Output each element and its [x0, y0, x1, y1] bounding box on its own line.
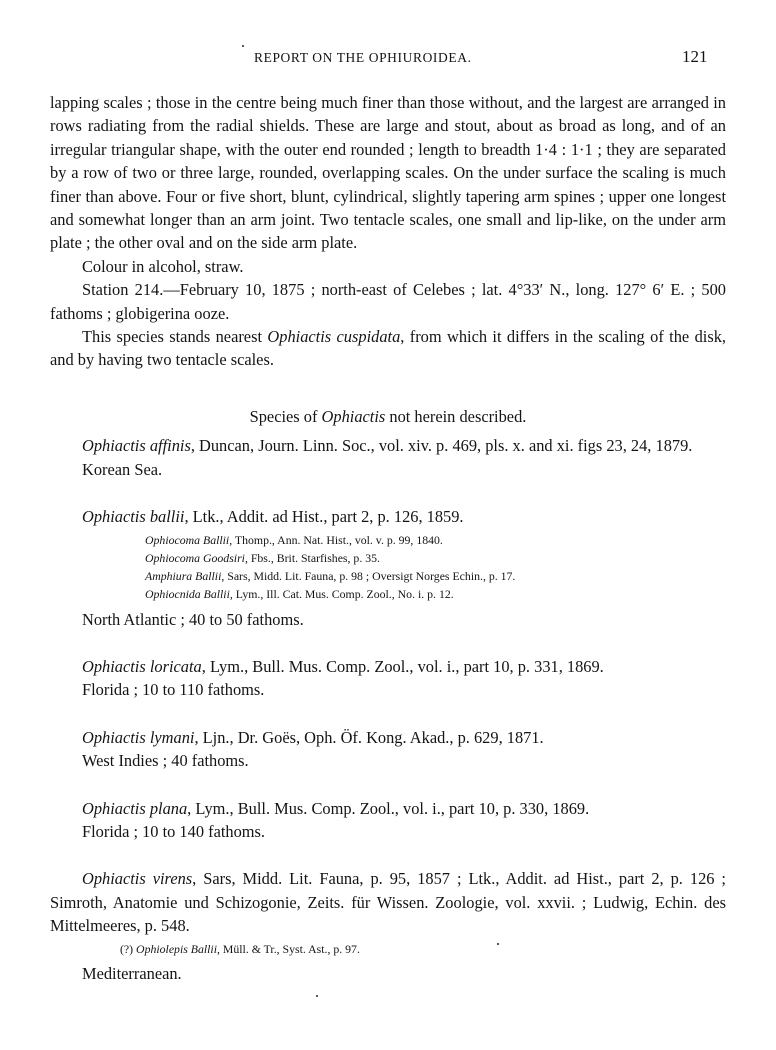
heading-text: not herein described.	[385, 406, 527, 426]
synonym-name: Ophiocoma Ballii	[145, 532, 230, 547]
running-title: REPORT ON THE OPHIUROIDEA.	[254, 50, 472, 65]
citation-text: , Lym., Bull. Mus. Comp. Zool., vol. i., part 10, p. 330, 1869.	[187, 798, 590, 818]
station-record: Station 214.—February 10, 1875 ; north-east of Celebes ; lat. 4°33′ N., long. 127° 6′ E. ; 500 fathoms ; globigerina ooze.	[50, 280, 726, 323]
questioned-synonym	[50, 940, 726, 958]
species-citation	[50, 434, 726, 457]
citation-text: , Duncan, Journ. Linn. Soc., vol. xiv. p. 469, pls. x. and xi. figs 23, 24, 1879.	[190, 436, 693, 456]
query-mark: (?)	[120, 941, 137, 956]
citation-text: , Sars, Midd. Lit. Fauna, p. 95, 1857 ; Ltk., Addit. ad Hist., part 2, p. 126 ; Simroth, Anatomie und Schizogonie, Zeits. für Wissen. Zoologie, vol. xxvii. ; Ludwig, Echin. des Mittelmeeres, p. 548.	[50, 869, 726, 936]
page-number: 121	[682, 47, 708, 66]
citation-text: , Ltk., Addit. ad Hist., part 2, p. 126, 1859.	[184, 507, 464, 527]
species-locality: West Indies ; 40 fathoms.	[82, 751, 249, 771]
species-citation	[50, 655, 726, 678]
synonym-ref: , Lym., Ill. Cat. Mus. Comp. Zool., No. i. p. 12.	[229, 586, 454, 601]
synonym-line	[145, 567, 726, 585]
affinity-note	[50, 325, 726, 372]
species-locality: Florida ; 10 to 110 fathoms.	[82, 680, 265, 700]
synonym-ref: , Müll. & Tr., Syst. Ast., p. 97.	[216, 941, 360, 956]
species-entry	[50, 434, 726, 481]
synonym-ref: , Fbs., Brit. Starfishes, p. 35.	[244, 550, 380, 565]
affinity-text: This species stands nearest	[82, 327, 268, 347]
citation-text: , Lym., Bull. Mus. Comp. Zool., vol. i., part 10, p. 331, 1869.	[201, 656, 604, 676]
synonym-ref: , Thomp., Ann. Nat. Hist., vol. v. p. 99, 1840.	[229, 532, 443, 547]
print-speck	[497, 943, 499, 945]
species-name: Ophiactis lymani	[82, 727, 195, 747]
page-body	[50, 91, 726, 985]
synonym-name: Ophiocnida Ballii	[145, 586, 230, 601]
species-citation	[50, 726, 726, 749]
species-name: Ophiactis ballii	[82, 507, 185, 527]
print-speck	[242, 45, 244, 47]
species-locality: Korean Sea.	[82, 459, 163, 479]
heading-text: Species of	[249, 406, 322, 426]
species-entry	[50, 655, 726, 702]
heading-genus: Ophiactis	[321, 406, 386, 426]
species-entry	[50, 797, 726, 844]
synonym-name: Ophiolepis Ballii	[136, 941, 217, 956]
species-entry	[50, 867, 726, 985]
synonym-line	[145, 549, 726, 567]
species-name: Ophiactis plana	[82, 798, 188, 818]
synonym-line	[145, 585, 726, 603]
species-citation	[50, 867, 726, 937]
species-entry	[50, 726, 726, 773]
section-heading	[50, 405, 726, 428]
synonym-ref: , Sars, Midd. Lit. Fauna, p. 98 ; Oversigt Norges Echin., p. 17.	[221, 568, 516, 583]
species-name: Ophiactis virens	[82, 869, 193, 889]
citation-text: , Ljn., Dr. Goës, Oph. Öf. Kong. Akad., p. 629, 1871.	[194, 727, 544, 747]
colour-note: Colour in alcohol, straw.	[82, 256, 244, 276]
species-name: Ophiactis loricata	[82, 656, 202, 676]
species-name: Ophiactis affinis	[82, 436, 191, 456]
synonym-list	[50, 531, 726, 603]
species-locality: Mediterranean.	[82, 963, 182, 983]
species-locality: North Atlantic ; 40 to 50 fathoms.	[82, 609, 304, 629]
synonym-name: Amphiura Ballii	[145, 568, 222, 583]
species-name: Ophiactis cuspidata	[267, 327, 401, 347]
species-citation	[50, 797, 726, 820]
species-locality: Florida ; 10 to 140 fathoms.	[82, 821, 266, 841]
species-citation	[50, 505, 726, 528]
print-speck	[316, 995, 318, 997]
synonym-name: Ophiocoma Goodsiri	[145, 550, 245, 565]
species-entry	[50, 505, 726, 631]
page-header	[0, 47, 776, 71]
affinity-text: , from which it differs in the scaling of the disk, and by having two tentacle scales.	[50, 327, 726, 370]
description-paragraph: lapping scales ; those in the centre being much finer than those without, and the largest are arranged in rows radiating from the radial shields. These are large and stout, about as broad as long, and of an irregular triangular shape, with the outer end rounded ; length to breadth 1·4 : 1·1 ; they are separated by a row of two or three large, rounded, overlapping scales. On the under surface the scaling is much finer than above. Four or five short, blunt, cylindrical, slightly tapering arm spines ; upper one longest and somewhat longer than an arm joint. Two tentacle scales, one small and lip-like, on the under arm plate ; the other oval and on the side arm plate.	[50, 93, 726, 253]
synonym-line	[145, 531, 726, 549]
